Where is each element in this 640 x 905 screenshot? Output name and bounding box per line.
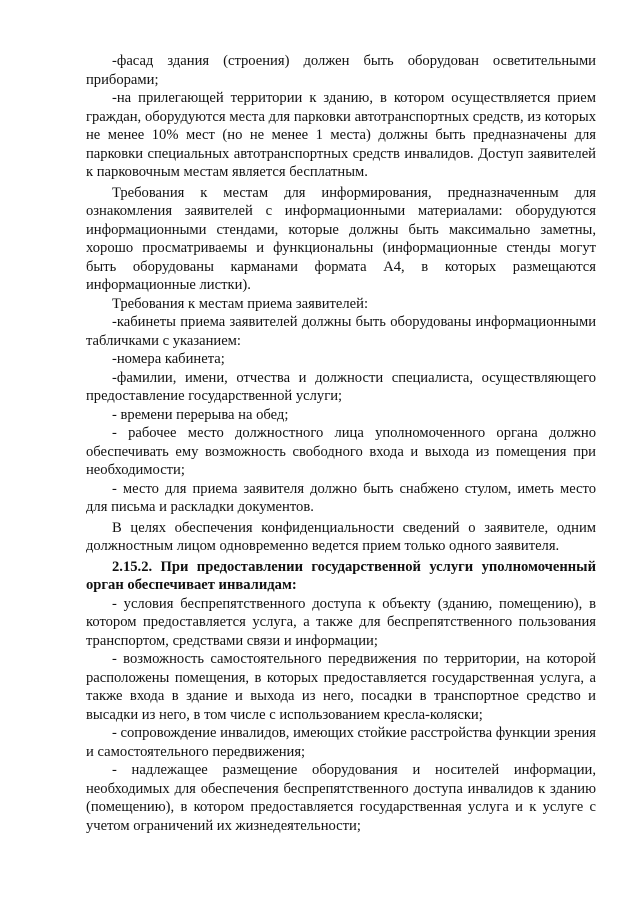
paragraph-office-number: -номера кабинета; — [112, 351, 225, 367]
paragraph-offices: -кабинеты приема заявителей должны быть оборудованы информационными табличками с указанием: — [86, 314, 596, 349]
paragraph-parking: -на прилегающей территории к зданию, в котором осуществляется прием граждан, оборудуются места для парковки автотранспортных средств, из которых не менее 10% мест (но не менее 1 места) должны быть предназначены для парковки специальных автотранспортных средств инвалидов. Доступ заявителей к парковочным местам является бесплатным. — [86, 90, 596, 180]
list-item-movement: - возможность самостоятельного передвижения по территории, на которой расположены помещения, в которых предоставляется государственная услуга, а также входа в здание и выхода из него, посадки в транспортное средство и высадки из него, в том числе с использованием кресла-коляски; — [86, 651, 596, 723]
paragraph-workplace: - рабочее место должностного лица уполномоченного органа должно обеспечивать ему возможность свободного входа и выхода из помещения при необходимости; — [86, 425, 596, 478]
section-heading-2-15-2: 2.15.2. При предоставлении государственной услуги уполномоченный орган обеспечивает инвалидам: — [86, 558, 596, 593]
list-item-escort: - сопровождение инвалидов, имеющих стойкие расстройства функции зрения и самостоятельного передвижения; — [86, 725, 596, 760]
paragraph-confidentiality: В целях обеспечения конфиденциальности сведений о заявителе, одним должностным лицом одновременно ведется прием только одного заявителя. — [86, 519, 596, 554]
paragraph-reception-requirements: Требования к местам приема заявителей: — [112, 295, 369, 312]
paragraph-facade: -фасад здания (строения) должен быть оборудован осветительными приборами; — [86, 53, 596, 88]
paragraph-specialist-name: -фамилии, имени, отчества и должности специалиста, осуществляющего предоставление государственной услуги; — [86, 369, 596, 404]
paragraph-chair: - место для приема заявителя должно быть снабжено стулом, иметь место для письма и раскладки документов. — [86, 480, 596, 515]
paragraph-break-time: - времени перерыва на обед; — [112, 406, 289, 423]
paragraph-info-requirements: Требования к местам для информирования, предназначенным для ознакомления заявителей с информационными материалами: оборудуются информационными стендами, которые должны быть максимально заметны, хорошо просматриваемы и функциональны (информационные стенды могут быть оборудованы карманами формата А4, в которых размещаются информационные листки). — [86, 184, 596, 293]
list-item-equipment: - надлежащее размещение оборудования и носителей информации, необходимых для обеспечения беспрепятственного доступа инвалидов к зданию (помещению), в котором предоставляется государственная услуга и к услуге с учетом ограничений их жизнедеятельности; — [86, 762, 596, 834]
list-item-access-conditions: - условия беспрепятственного доступа к объекту (зданию, помещению), в котором предоставляется услуга, а также для беспрепятственного пользования транспортом, средствами связи и информации; — [86, 595, 596, 649]
